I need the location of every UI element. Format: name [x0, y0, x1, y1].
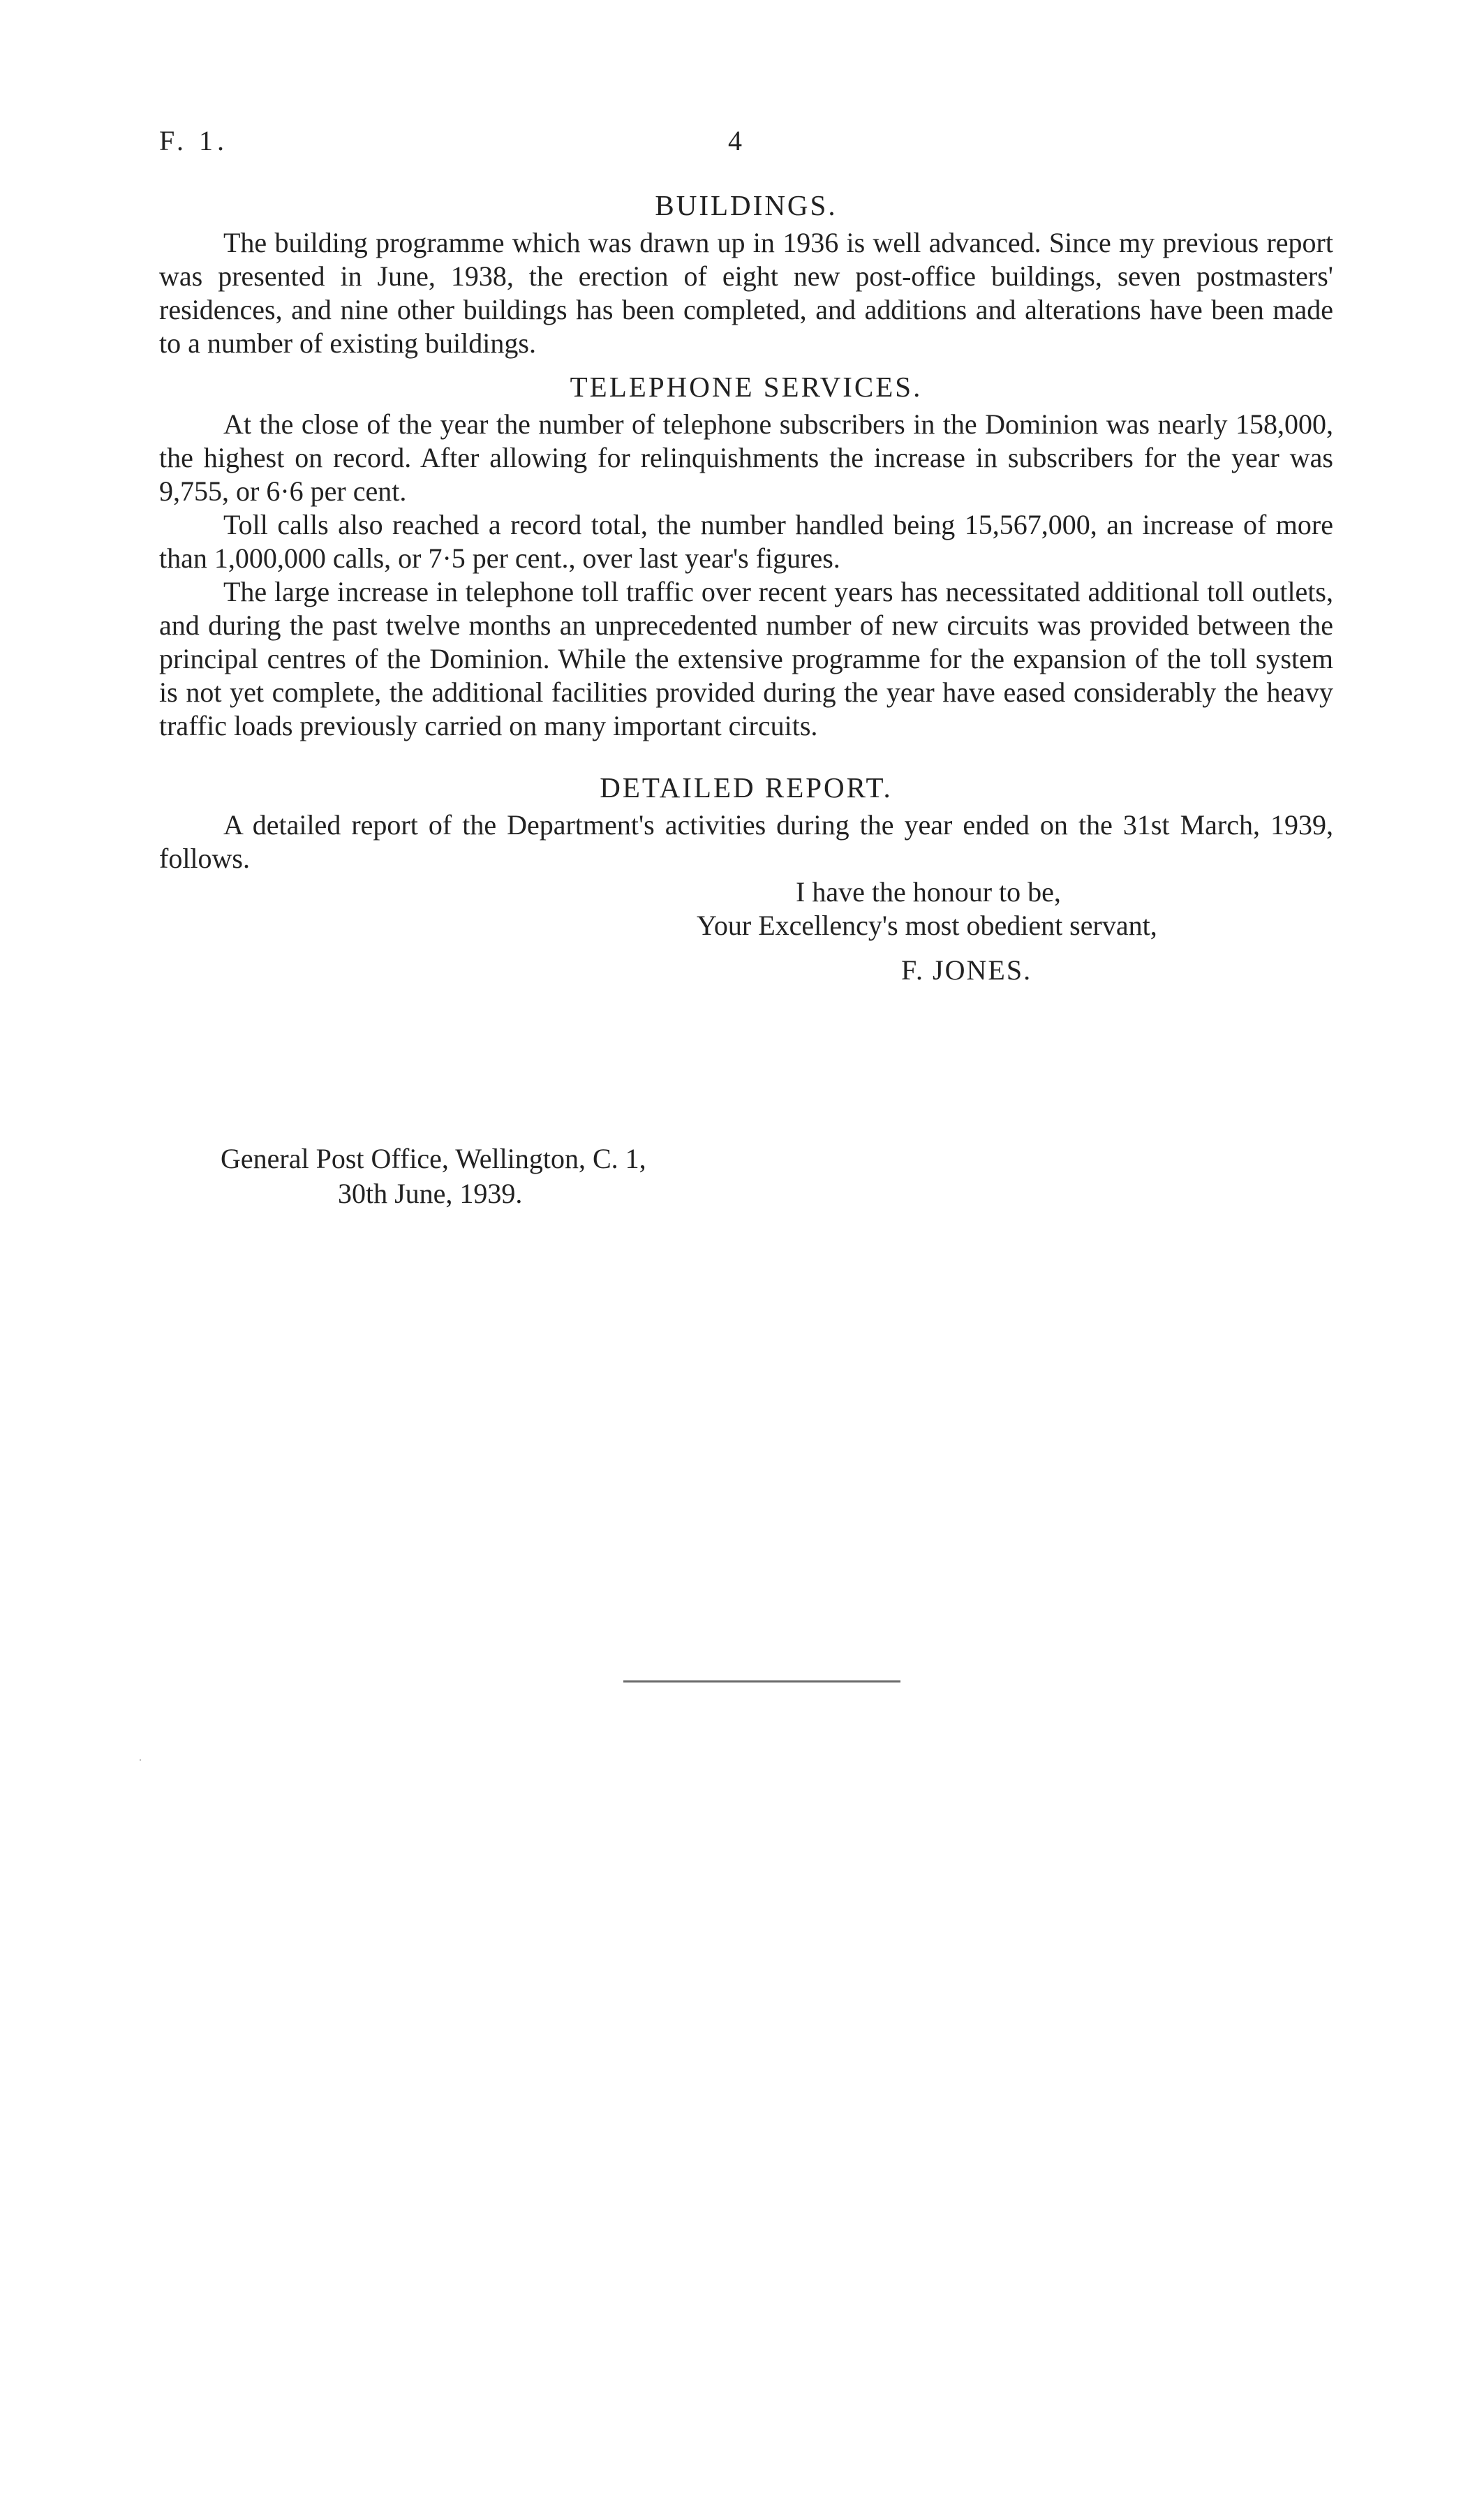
page-header — [159, 124, 1332, 159]
closing-salutation: I have the honour to be, — [796, 876, 1061, 908]
closing-servant-line: Your Excellency's most obedient servant, — [697, 910, 1157, 941]
section-buildings — [159, 188, 1333, 360]
closing-block — [159, 875, 1333, 1001]
date-line: 30th June, 1939. — [338, 1178, 523, 1209]
document-reference: F. 1. — [159, 125, 229, 156]
paragraph: The building programme which was drawn up in 1936 is well advanced. Since my previous report was presented in June, 1938, the erection of eight new post-office buildings, seven postmasters' residences, and nine other buildings has been completed, and additions and alterations have been made to a number of existing buildings. — [159, 227, 1333, 359]
section-telephone-services — [159, 370, 1333, 743]
section-heading: TELEPHONE SERVICES. — [570, 371, 923, 403]
signature-initial: F. J — [901, 954, 945, 986]
paragraph: At the close of the year the number of telephone subscribers in the Dominion was nearly 158,000, the highest on record. After allowing for relinquishments the increase in subscribers for the year was 9,755, or 6·6 per cent. — [159, 408, 1333, 507]
section-detailed-report — [159, 771, 1333, 875]
section-heading: BUILDINGS. — [655, 189, 838, 221]
signature — [901, 954, 1032, 987]
scan-speck — [140, 1759, 141, 1761]
paragraph: A detailed report of the Department's activities during the year ended on the 31st March, 1939, follows. — [159, 809, 1333, 874]
section-heading: DETAILED REPORT. — [600, 771, 893, 804]
end-rule — [623, 1680, 900, 1683]
signature-surname: ONES. — [944, 954, 1032, 986]
paragraph: Toll calls also reached a record total, the number handled being 15,567,000, an increase of more than 1,000,000 calls, or 7·5 per cent., over last year's figures. — [159, 509, 1333, 574]
place-line: General Post Office, Wellington, C. 1, — [221, 1143, 646, 1174]
paragraph: The large increase in telephone toll traffic over recent years has necessitated additional toll outlets, and during the past twelve months an unprecedented number of new circuits was provided between the principal centres of the Dominion. While the extensive programme for the expansion of the toll system is not yet complete, the additional facilities provided during the year have eased considerably the heavy traffic loads previously carried on many important circuits. — [159, 576, 1333, 741]
place-and-date — [221, 1141, 646, 1211]
report-body — [159, 188, 1333, 1001]
page-number: 4 — [728, 125, 742, 156]
